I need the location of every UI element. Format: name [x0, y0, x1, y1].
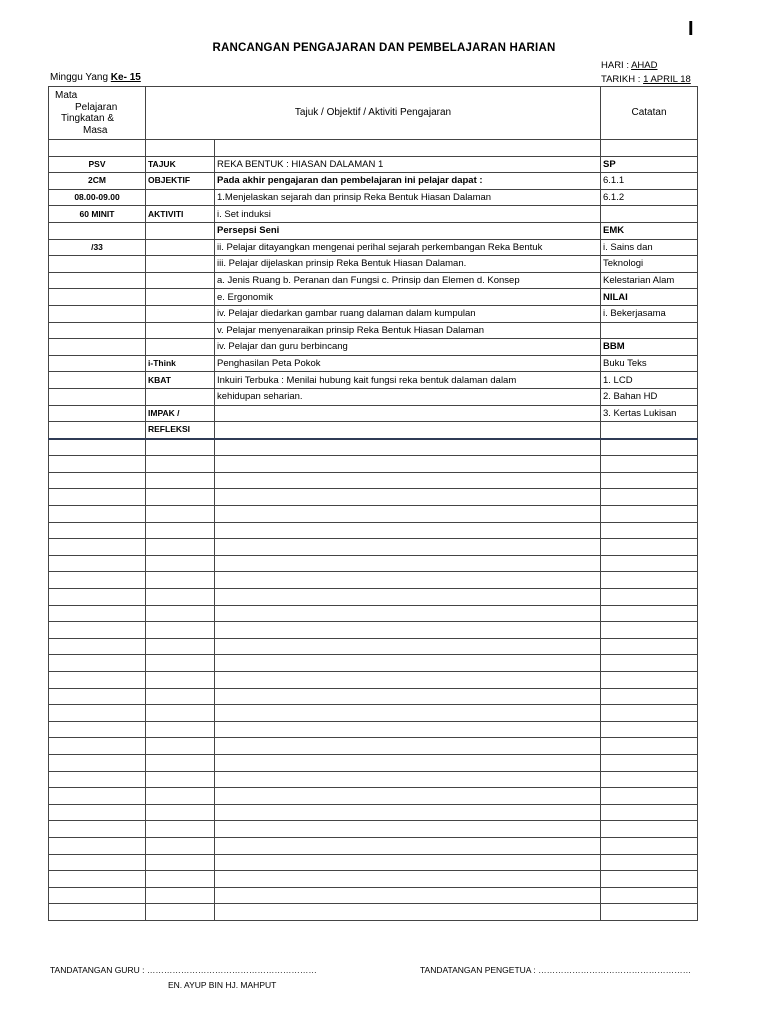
- empty-cell: [49, 539, 146, 556]
- empty-cell: [601, 572, 698, 589]
- empty-cell: [146, 489, 215, 506]
- empty-cell: [146, 638, 215, 655]
- empty-cell: [49, 871, 146, 888]
- empty-cell: [146, 522, 215, 539]
- label-cell: [146, 388, 215, 405]
- subject-cell: 2CM: [49, 173, 146, 190]
- empty-cell: [215, 555, 601, 572]
- empty-cell: [146, 837, 215, 854]
- empty-cell: [601, 439, 698, 456]
- empty-cell: [601, 871, 698, 888]
- empty-cell: [215, 622, 601, 639]
- empty-cell: [49, 771, 146, 788]
- minggu-label: Minggu Yang: [50, 72, 111, 83]
- label-cell: [146, 322, 215, 339]
- table-row: [49, 272, 698, 289]
- tarikh-value: 1 APRIL 18: [643, 74, 691, 85]
- minggu-value: Ke- 15: [110, 72, 141, 83]
- empty-cell: [215, 771, 601, 788]
- table-row: [49, 222, 698, 239]
- empty-cell: [146, 589, 215, 606]
- content-cell: [215, 140, 601, 157]
- content-cell: Inkuiri Terbuka : Menilai hubung kait fungsi reka bentuk dalaman dalam: [215, 372, 601, 389]
- header-subject-line: Tingkatan &: [61, 113, 114, 124]
- subject-cell: /33: [49, 239, 146, 256]
- empty-cell: [146, 688, 215, 705]
- page-title: RANCANGAN PENGAJARAN DAN PEMBELAJARAN HARIAN: [212, 42, 556, 54]
- empty-cell: [49, 638, 146, 655]
- table-row: [49, 405, 698, 422]
- empty-cell: [601, 854, 698, 871]
- empty-cell: [146, 804, 215, 821]
- empty-cell: [601, 754, 698, 771]
- empty-cell: [215, 589, 601, 606]
- notes-cell: 3. Kertas Lukisan: [601, 405, 698, 422]
- empty-row: [49, 456, 698, 473]
- notes-cell: Kelestarian Alam: [601, 272, 698, 289]
- empty-cell: [601, 837, 698, 854]
- header-main-cell: Tajuk / Objektif / Aktiviti Pengajaran: [146, 87, 601, 140]
- label-cell: KBAT: [146, 372, 215, 389]
- subject-cell: [49, 372, 146, 389]
- notes-cell: 2. Bahan HD: [601, 388, 698, 405]
- subject-cell: [49, 355, 146, 372]
- label-cell: TAJUK: [146, 156, 215, 173]
- empty-row: [49, 522, 698, 539]
- empty-cell: [601, 821, 698, 838]
- content-cell: i. Set induksi: [215, 206, 601, 223]
- empty-cell: [49, 555, 146, 572]
- empty-cell: [601, 788, 698, 805]
- hari-value: AHAD: [631, 60, 658, 71]
- empty-cell: [49, 721, 146, 738]
- corner-mark: I: [688, 18, 694, 40]
- empty-cell: [146, 539, 215, 556]
- empty-cell: [215, 472, 601, 489]
- hari-field: [601, 60, 658, 71]
- empty-cell: [601, 887, 698, 904]
- minggu-field: [50, 72, 141, 83]
- empty-row: [49, 904, 698, 921]
- empty-cell: [49, 589, 146, 606]
- notes-cell: [601, 322, 698, 339]
- empty-cell: [49, 705, 146, 722]
- empty-row: [49, 489, 698, 506]
- empty-cell: [215, 672, 601, 689]
- empty-cell: [215, 854, 601, 871]
- empty-row: [49, 688, 698, 705]
- label-cell: IMPAK /: [146, 405, 215, 422]
- label-cell: [146, 140, 215, 157]
- empty-cell: [601, 721, 698, 738]
- empty-row: [49, 638, 698, 655]
- empty-cell: [146, 721, 215, 738]
- empty-cell: [215, 522, 601, 539]
- lesson-plan-table: [48, 86, 698, 921]
- subject-cell: [49, 289, 146, 306]
- notes-cell: SP: [601, 156, 698, 173]
- empty-row: [49, 738, 698, 755]
- notes-cell: Buku Teks: [601, 355, 698, 372]
- table-row: [49, 388, 698, 405]
- empty-cell: [146, 506, 215, 523]
- notes-cell: Teknologi: [601, 256, 698, 273]
- empty-cell: [215, 688, 601, 705]
- empty-cell: [146, 821, 215, 838]
- subject-cell: [49, 405, 146, 422]
- empty-row: [49, 555, 698, 572]
- empty-cell: [146, 472, 215, 489]
- empty-cell: [49, 572, 146, 589]
- empty-cell: [49, 489, 146, 506]
- empty-row: [49, 622, 698, 639]
- empty-row: [49, 439, 698, 456]
- empty-row: [49, 572, 698, 589]
- header-subject-cell: [49, 87, 146, 140]
- empty-cell: [601, 688, 698, 705]
- empty-cell: [146, 655, 215, 672]
- empty-cell: [146, 672, 215, 689]
- empty-cell: [49, 456, 146, 473]
- empty-cell: [601, 638, 698, 655]
- empty-cell: [49, 821, 146, 838]
- empty-cell: [49, 655, 146, 672]
- empty-cell: [49, 837, 146, 854]
- empty-cell: [146, 771, 215, 788]
- empty-cell: [49, 788, 146, 805]
- table-row: [49, 422, 698, 439]
- table-row: [49, 339, 698, 356]
- notes-cell: 6.1.2: [601, 189, 698, 206]
- notes-cell: i. Sains dan: [601, 239, 698, 256]
- empty-cell: [215, 506, 601, 523]
- empty-cell: [215, 821, 601, 838]
- empty-row: [49, 705, 698, 722]
- empty-row: [49, 589, 698, 606]
- empty-cell: [146, 605, 215, 622]
- principal-signature-label: TANDATANGAN PENGETUA :: [420, 965, 539, 975]
- empty-row: [49, 771, 698, 788]
- empty-cell: [146, 439, 215, 456]
- content-cell: ii. Pelajar ditayangkan mengenai perihal sejarah perkembangan Reka Bentuk: [215, 239, 601, 256]
- empty-row: [49, 672, 698, 689]
- principal-signature: [420, 965, 691, 975]
- empty-cell: [601, 771, 698, 788]
- content-cell: kehidupan seharian.: [215, 388, 601, 405]
- content-cell: a. Jenis Ruang b. Peranan dan Fungsi c. Prinsip dan Elemen d. Konsep: [215, 272, 601, 289]
- empty-cell: [49, 672, 146, 689]
- notes-cell: 1. LCD: [601, 372, 698, 389]
- tarikh-field: [601, 74, 691, 85]
- subject-cell: [49, 222, 146, 239]
- empty-cell: [146, 622, 215, 639]
- empty-cell: [215, 804, 601, 821]
- empty-cell: [601, 904, 698, 921]
- empty-cell: [49, 688, 146, 705]
- content-cell: iv. Pelajar diedarkan gambar ruang dalaman dalam kumpulan: [215, 305, 601, 322]
- label-cell: [146, 289, 215, 306]
- empty-cell: [49, 439, 146, 456]
- table-row: [49, 322, 698, 339]
- empty-cell: [49, 605, 146, 622]
- empty-cell: [215, 738, 601, 755]
- empty-row: [49, 821, 698, 838]
- empty-cell: [601, 522, 698, 539]
- label-cell: [146, 272, 215, 289]
- hari-label: HARI :: [601, 60, 632, 71]
- empty-cell: [215, 489, 601, 506]
- notes-cell: [601, 140, 698, 157]
- empty-cell: [146, 456, 215, 473]
- table-row: [49, 206, 698, 223]
- header-subject-line: Mata: [55, 90, 78, 101]
- table-row: [49, 189, 698, 206]
- empty-cell: [146, 887, 215, 904]
- empty-cell: [49, 622, 146, 639]
- empty-row: [49, 871, 698, 888]
- subject-cell: [49, 388, 146, 405]
- label-cell: [146, 222, 215, 239]
- subject-cell: [49, 422, 146, 439]
- content-cell: Pada akhir pengajaran dan pembelajaran ini pelajar dapat :: [215, 173, 601, 190]
- content-cell: 1.Menjelaskan sejarah dan prinsip Reka Bentuk Hiasan Dalaman: [215, 189, 601, 206]
- empty-cell: [215, 638, 601, 655]
- label-cell: [146, 256, 215, 273]
- empty-cell: [215, 605, 601, 622]
- content-cell: iv. Pelajar dan guru berbincang: [215, 339, 601, 356]
- empty-cell: [49, 854, 146, 871]
- table-row: [49, 256, 698, 273]
- notes-cell: 6.1.1: [601, 173, 698, 190]
- empty-cell: [215, 721, 601, 738]
- content-cell: [215, 422, 601, 439]
- subject-cell: [49, 140, 146, 157]
- content-cell: e. Ergonomik: [215, 289, 601, 306]
- empty-cell: [215, 439, 601, 456]
- label-cell: [146, 189, 215, 206]
- teacher-signature: [50, 965, 317, 975]
- table-row: [49, 156, 698, 173]
- empty-cell: [146, 754, 215, 771]
- empty-cell: [215, 655, 601, 672]
- table-row: [49, 289, 698, 306]
- empty-cell: [49, 904, 146, 921]
- empty-row: [49, 539, 698, 556]
- empty-row: [49, 655, 698, 672]
- content-cell: Persepsi Seni: [215, 222, 601, 239]
- tarikh-label: TARIKH :: [601, 74, 644, 85]
- empty-row: [49, 754, 698, 771]
- subject-cell: [49, 322, 146, 339]
- empty-cell: [49, 522, 146, 539]
- subject-cell: 08.00-09.00: [49, 189, 146, 206]
- label-cell: [146, 339, 215, 356]
- empty-row: [49, 887, 698, 904]
- empty-cell: [215, 754, 601, 771]
- empty-cell: [146, 788, 215, 805]
- empty-cell: [601, 605, 698, 622]
- subject-cell: [49, 305, 146, 322]
- empty-cell: [601, 472, 698, 489]
- table-row: [49, 239, 698, 256]
- label-cell: OBJEKTIF: [146, 173, 215, 190]
- table-header-row: [49, 87, 698, 140]
- principal-signature-dots: ………………………………………………: [538, 965, 692, 975]
- empty-cell: [215, 871, 601, 888]
- empty-cell: [601, 539, 698, 556]
- empty-row: [49, 854, 698, 871]
- subject-cell: 60 MINIT: [49, 206, 146, 223]
- header-subject-line: Pelajaran: [75, 101, 118, 113]
- content-cell: v. Pelajar menyenaraikan prinsip Reka Bentuk Hiasan Dalaman: [215, 322, 601, 339]
- teacher-signature-dots: ……………………………………………………: [146, 965, 317, 975]
- empty-cell: [146, 854, 215, 871]
- table-row: [49, 355, 698, 372]
- empty-cell: [215, 539, 601, 556]
- teacher-signature-label: TANDATANGAN GURU :: [50, 965, 147, 975]
- empty-cell: [601, 672, 698, 689]
- empty-cell: [146, 572, 215, 589]
- empty-row: [49, 837, 698, 854]
- empty-cell: [49, 887, 146, 904]
- notes-cell: EMK: [601, 222, 698, 239]
- notes-cell: i. Bekerjasama: [601, 305, 698, 322]
- empty-cell: [215, 572, 601, 589]
- label-cell: i-Think: [146, 355, 215, 372]
- subject-cell: PSV: [49, 156, 146, 173]
- label-cell: [146, 239, 215, 256]
- label-cell: REFLEKSI: [146, 422, 215, 439]
- empty-cell: [215, 705, 601, 722]
- empty-row: [49, 472, 698, 489]
- header-notes-cell: Catatan: [601, 87, 698, 140]
- empty-cell: [49, 754, 146, 771]
- subject-cell: [49, 272, 146, 289]
- header-subject-line: Masa: [83, 124, 108, 136]
- empty-cell: [215, 837, 601, 854]
- content-cell: [215, 405, 601, 422]
- empty-cell: [601, 622, 698, 639]
- empty-row: [49, 721, 698, 738]
- table-row: [49, 140, 698, 157]
- empty-cell: [601, 506, 698, 523]
- content-cell: REKA BENTUK : HIASAN DALAMAN 1: [215, 156, 601, 173]
- empty-cell: [146, 705, 215, 722]
- notes-cell: [601, 206, 698, 223]
- empty-row: [49, 788, 698, 805]
- empty-cell: [49, 506, 146, 523]
- teacher-name: EN. AYUP BIN HJ. MAHPUT: [168, 980, 277, 990]
- content-cell: Penghasilan Peta Pokok: [215, 355, 601, 372]
- empty-cell: [146, 904, 215, 921]
- empty-cell: [601, 555, 698, 572]
- empty-cell: [215, 456, 601, 473]
- empty-cell: [215, 887, 601, 904]
- content-cell: iii. Pelajar dijelaskan prinsip Reka Bentuk Hiasan Dalaman.: [215, 256, 601, 273]
- empty-cell: [49, 472, 146, 489]
- empty-cell: [146, 738, 215, 755]
- empty-cell: [49, 738, 146, 755]
- empty-cell: [601, 589, 698, 606]
- subject-cell: [49, 339, 146, 356]
- empty-cell: [146, 555, 215, 572]
- empty-row: [49, 605, 698, 622]
- subject-cell: [49, 256, 146, 273]
- empty-cell: [215, 904, 601, 921]
- empty-cell: [601, 456, 698, 473]
- empty-cell: [146, 871, 215, 888]
- label-cell: [146, 305, 215, 322]
- notes-cell: NILAI: [601, 289, 698, 306]
- empty-cell: [215, 788, 601, 805]
- table-row: [49, 173, 698, 190]
- empty-row: [49, 804, 698, 821]
- notes-cell: [601, 422, 698, 439]
- label-cell: AKTIVITI: [146, 206, 215, 223]
- empty-cell: [601, 655, 698, 672]
- notes-cell: BBM: [601, 339, 698, 356]
- empty-row: [49, 506, 698, 523]
- empty-cell: [601, 705, 698, 722]
- table-row: [49, 305, 698, 322]
- empty-cell: [601, 738, 698, 755]
- empty-cell: [601, 489, 698, 506]
- table-row: [49, 372, 698, 389]
- empty-cell: [49, 804, 146, 821]
- empty-cell: [601, 804, 698, 821]
